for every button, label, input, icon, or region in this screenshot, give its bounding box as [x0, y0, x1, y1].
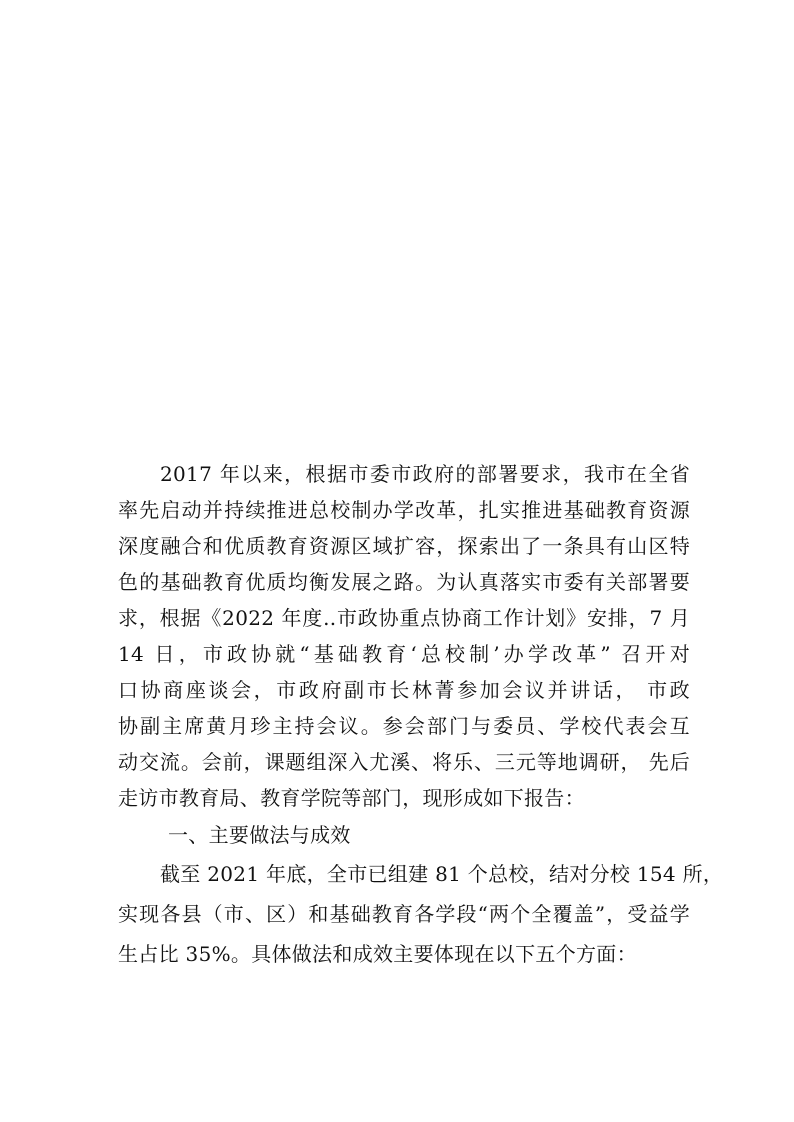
paragraph-line: 截至 2021 年底，全市已组建 81 个总校，结对分校 154 所， [160, 862, 724, 886]
paragraph-line: 走访市教育局、教育学院等部门，现形成如下报告： [118, 786, 585, 810]
paragraph-line: 求，根据《2022 年度..市政协重点协商工作计划》安排，7 月 [118, 606, 690, 630]
paragraph-line: 色的基础教育优质均衡发展之路。为认真落实市委有关部署要 [118, 570, 690, 594]
paragraph-line: 实现各县（市、区）和基础教育各学段“两个全覆盖”，受益学 [118, 902, 690, 926]
section-heading: 一、主要做法与成效 [168, 823, 351, 847]
paragraph-line: 2017 年以来，根据市委市政府的部署要求，我市在全省 [160, 462, 690, 486]
paragraph-line: 深度融合和优质教育资源区域扩容，探索出了一条具有山区特 [118, 534, 690, 558]
paragraph-line: 14 日，市政协就“基础教育‘总校制’办学改革” 召开对 [118, 642, 690, 666]
paragraph-line: 动交流。会前，课题组深入尤溪、将乐、三元等地调研， 先后 [118, 750, 690, 774]
paragraph-line: 率先启动并持续推进总校制办学改革，扎实推进基础教育资源 [118, 498, 690, 522]
paragraph-line: 协副主席黄月珍主持会议。参会部门与委员、学校代表会互 [118, 714, 690, 738]
document-body [118, 456, 724, 974]
paragraph-line: 口协商座谈会，市政府副市长林菁参加会议并讲话， 市政 [118, 678, 690, 702]
paragraph-line: 生占比 35%。具体做法和成效主要体现在以下五个方面： [118, 942, 637, 966]
